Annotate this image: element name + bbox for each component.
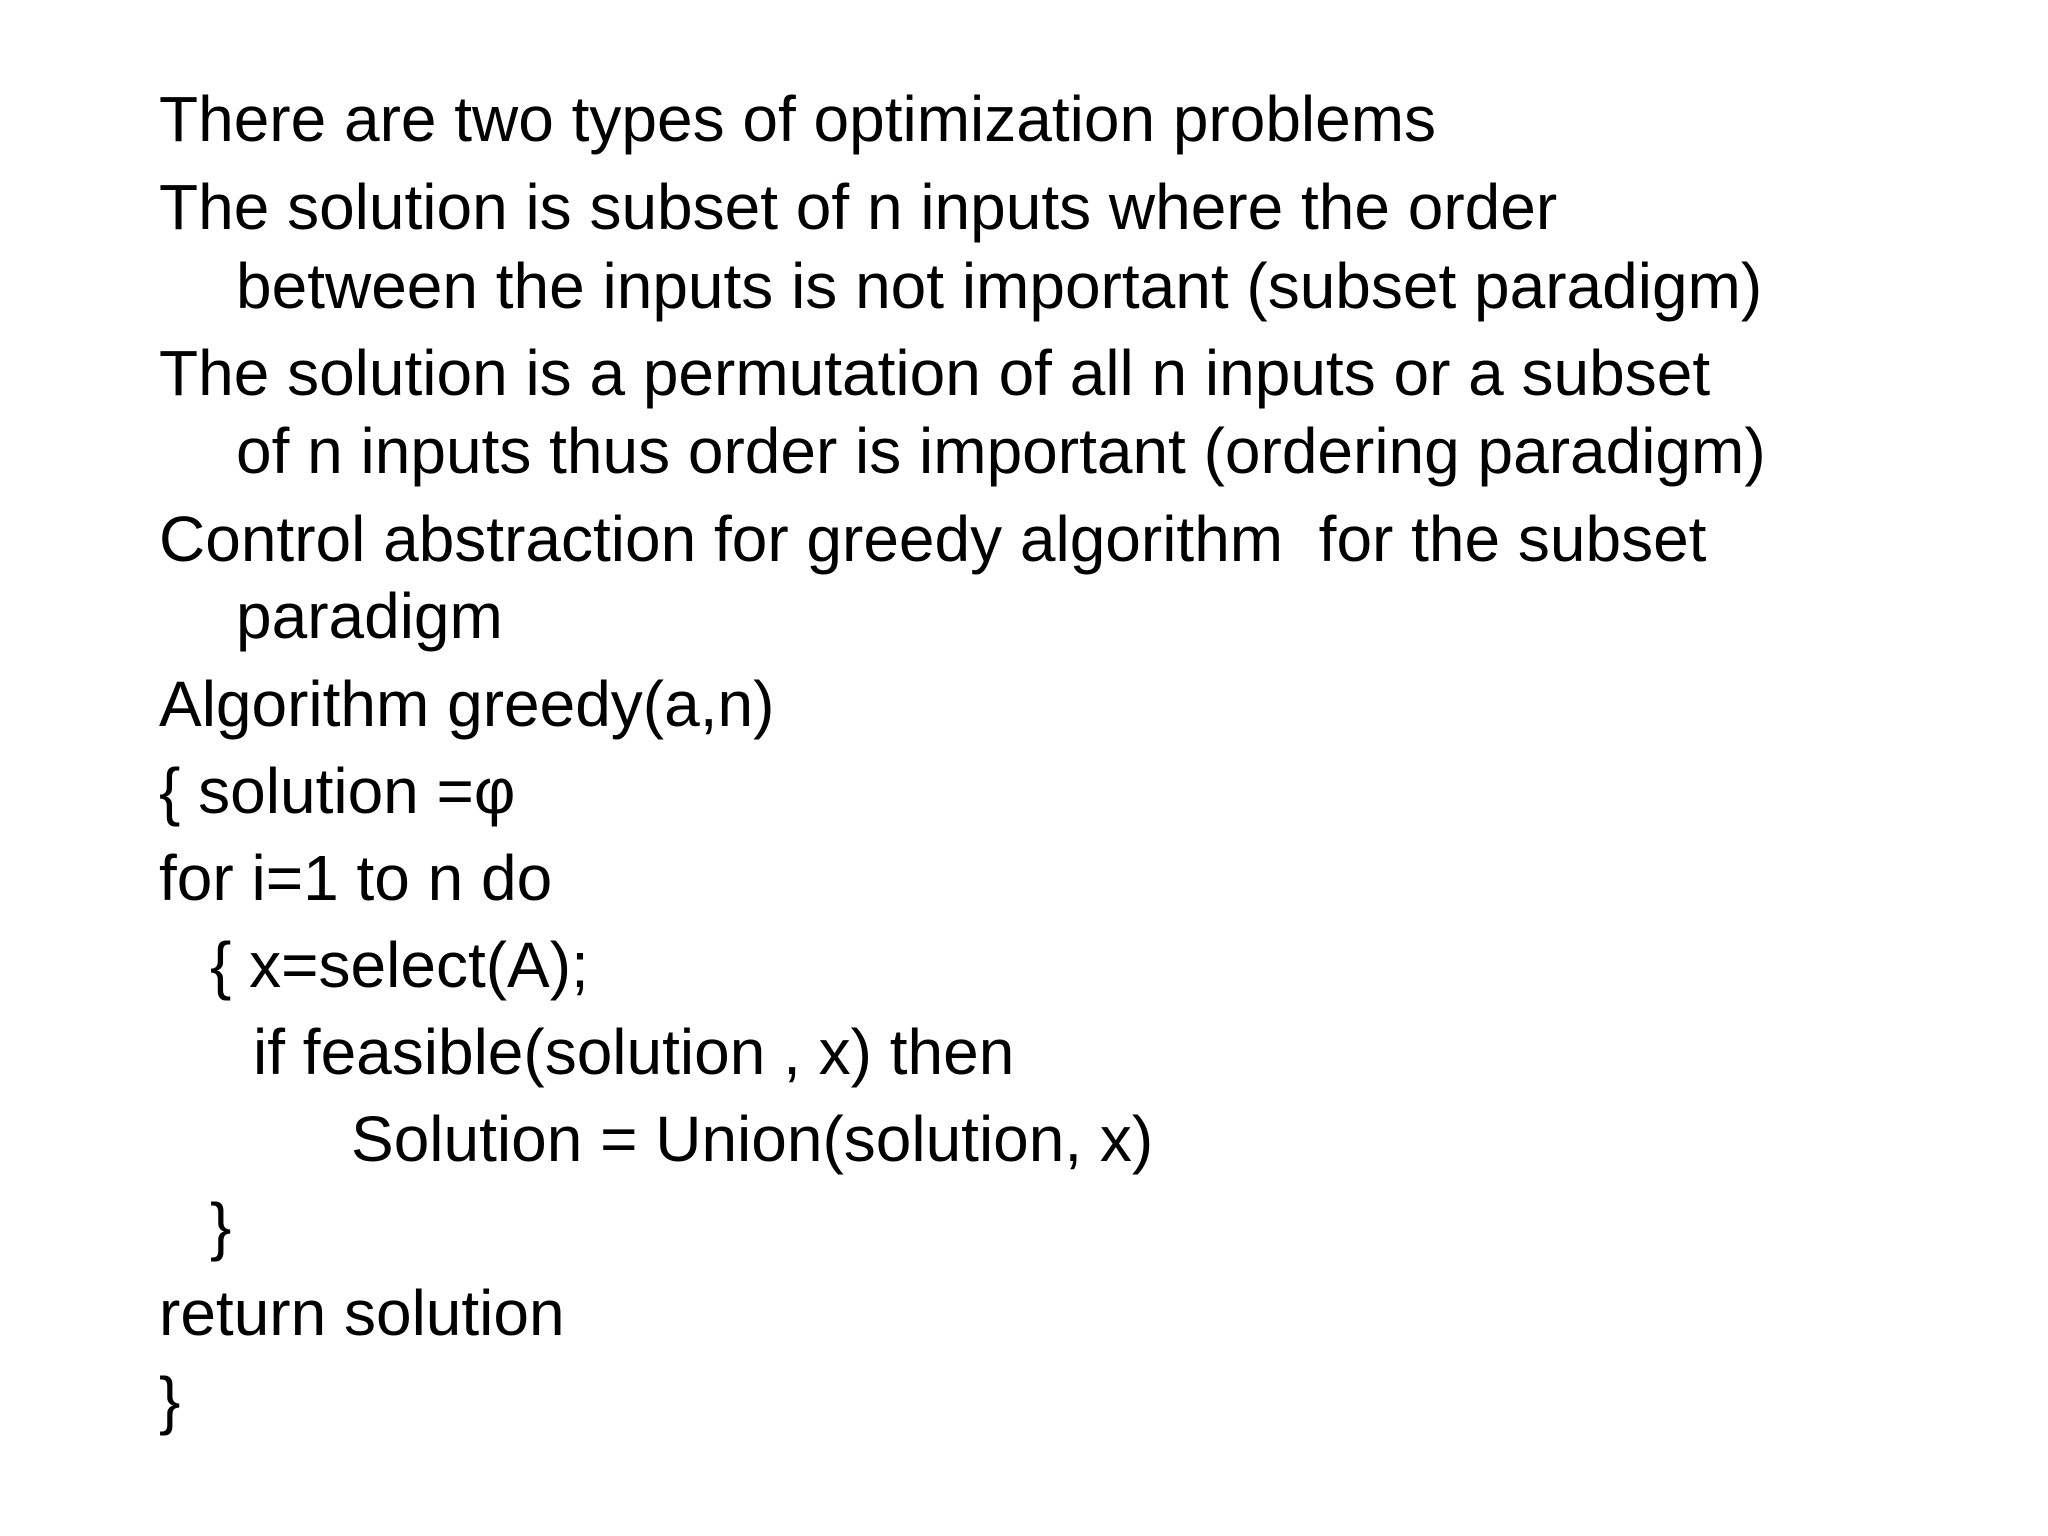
code-line: { x=select(A); <box>210 929 589 1001</box>
code-line: if feasible(solution , x) then <box>253 1016 1015 1088</box>
code-line: Algorithm greedy(a,n) <box>159 668 775 740</box>
code-line: for i=1 to n do <box>159 842 553 914</box>
code-line: } <box>159 1364 181 1436</box>
text-line: The solution is subset of n inputs where the order <box>159 171 1558 243</box>
code-line: { solution =φ <box>159 755 516 827</box>
code-line: return solution <box>159 1277 565 1349</box>
text-line: of n inputs thus order is important (ordering paradigm) <box>236 415 1766 487</box>
text-line: There are two types of optimization problems <box>159 83 1437 155</box>
code-line: Solution = Union(solution, x) <box>351 1103 1154 1175</box>
text-line: Control abstraction for greedy algorithm for the subset <box>159 503 1707 575</box>
text-line: The solution is a permutation of all n inputs or a subset <box>159 337 1711 409</box>
text-line: paradigm <box>236 580 503 652</box>
code-line: } <box>210 1190 232 1262</box>
text-line: between the inputs is not important (subset paradigm) <box>236 250 1763 322</box>
